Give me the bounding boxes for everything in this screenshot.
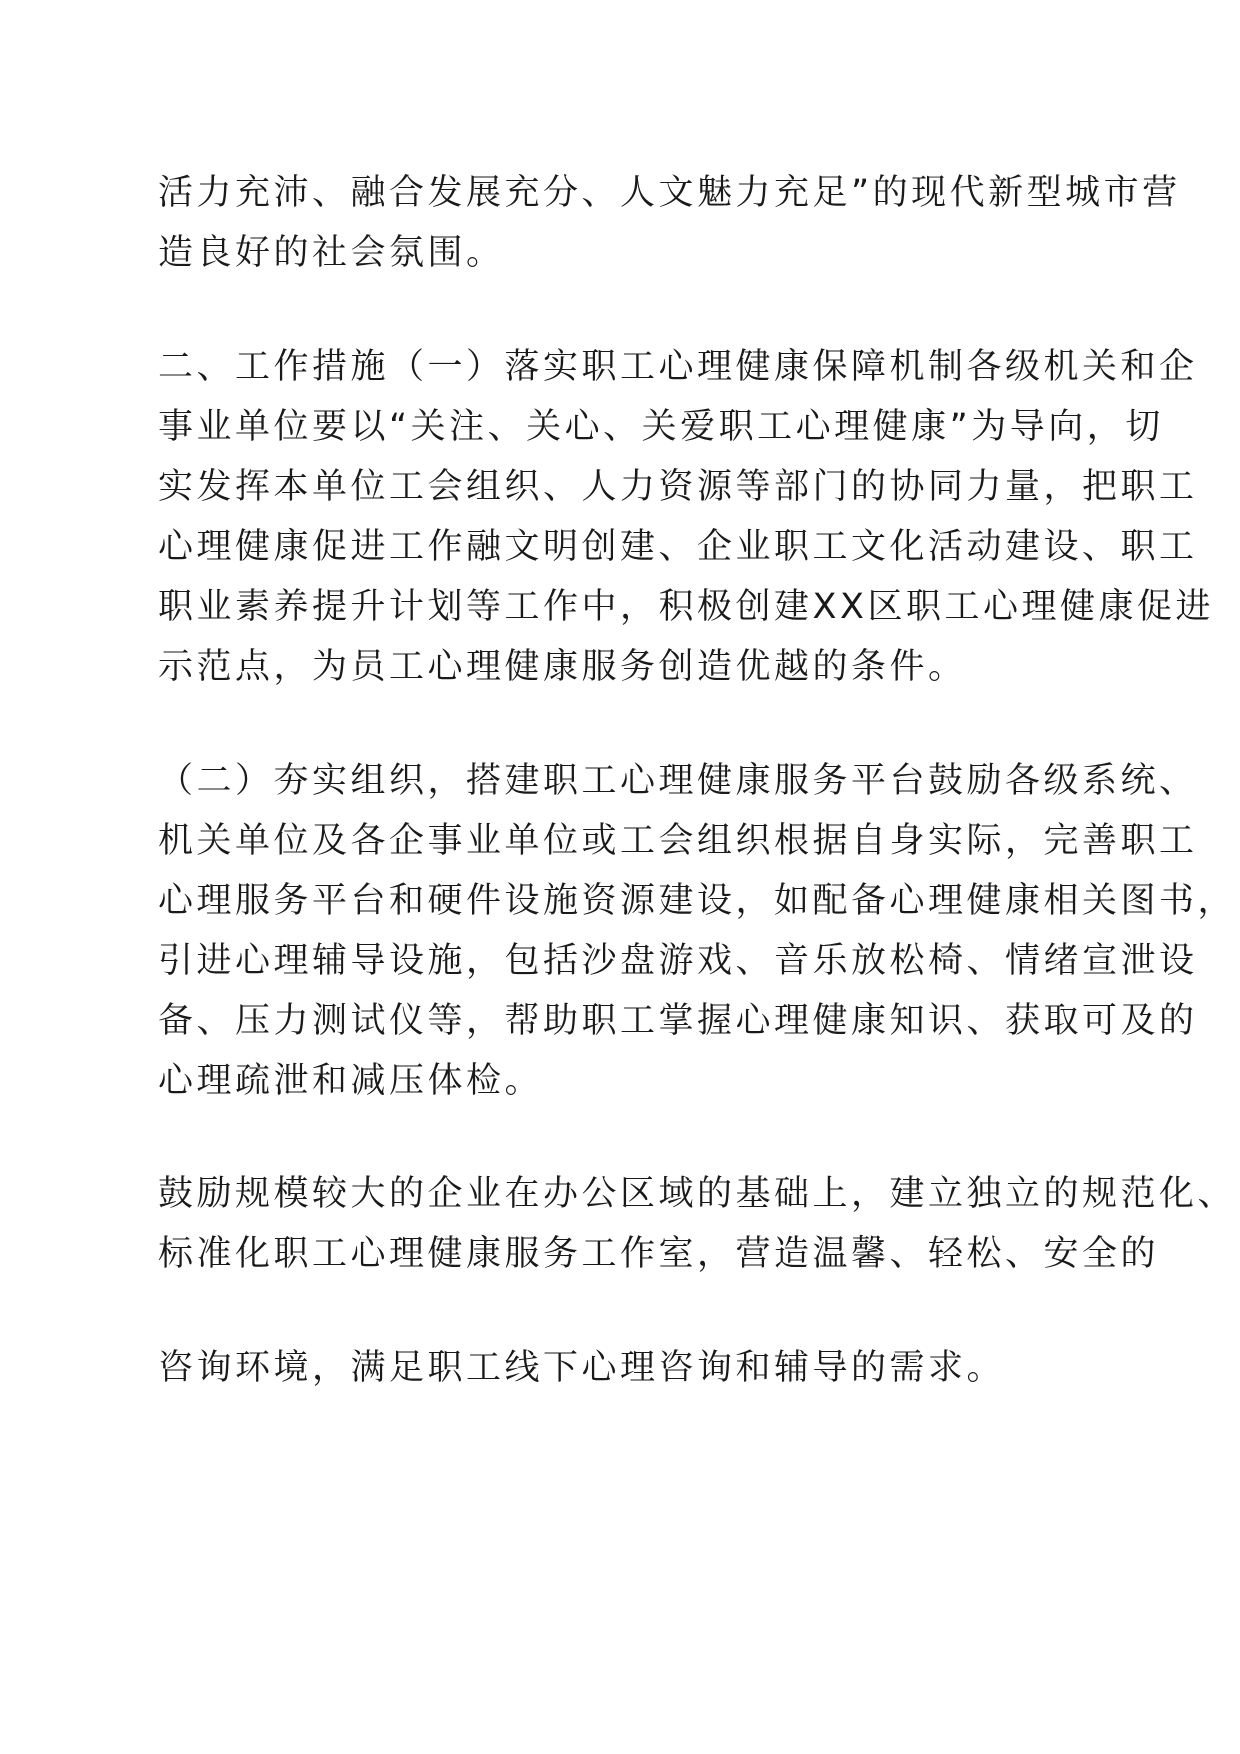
paragraph-2-line-1: 二、工作措施（一）落实职工心理健康保障机制各级机关和企	[158, 347, 1198, 387]
paragraph-5-line-1: 咨询环境，满足职工线下心理咨询和辅导的需求。	[158, 1348, 1006, 1388]
paragraph-3-line-4: 引进心理辅导设施，包括沙盘游戏、音乐放松椅、情绪宣泄设	[158, 941, 1198, 981]
paragraph-2-line-5: 职业素养提升计划等工作中，积极创建XX区职工心理健康促进	[158, 587, 1214, 627]
paragraph-1-line-2: 造良好的社会氛围。	[158, 233, 505, 273]
paragraph-1-line-1: 活力充沛、融合发展充分、人文魅力充足”的现代新型城市营	[158, 173, 1181, 213]
paragraph-2-line-3: 实发挥本单位工会组织、人力资源等部门的协同力量，把职工	[158, 467, 1198, 507]
paragraph-2-line-2: 事业单位要以“关注、关心、关爱职工心理健康”为导向，切	[158, 407, 1164, 447]
paragraph-3-line-5: 备、压力测试仪等，帮助职工掌握心理健康知识、获取可及的	[158, 1001, 1198, 1041]
paragraph-3-line-2: 机关单位及各企事业单位或工会组织根据自身实际，完善职工	[158, 821, 1198, 861]
paragraph-3-line-1: （二）夯实组织，搭建职工心理健康服务平台鼓励各级系统、	[158, 761, 1198, 801]
paragraph-4-line-2: 标准化职工心理健康服务工作室，营造温馨、轻松、安全的	[158, 1234, 1160, 1274]
paragraph-4-line-1: 鼓励规模较大的企业在办公区域的基础上，建立独立的规范化、	[158, 1174, 1237, 1214]
paragraph-3-line-6: 心理疏泄和减压体检。	[158, 1061, 544, 1101]
paragraph-2-line-6: 示范点，为员工心理健康服务创造优越的条件。	[158, 647, 967, 687]
paragraph-3-line-3: 心理服务平台和硬件设施资源建设，如配备心理健康相关图书，	[158, 881, 1237, 921]
paragraph-2-line-4: 心理健康促进工作融文明创建、企业职工文化活动建设、职工	[158, 527, 1198, 567]
